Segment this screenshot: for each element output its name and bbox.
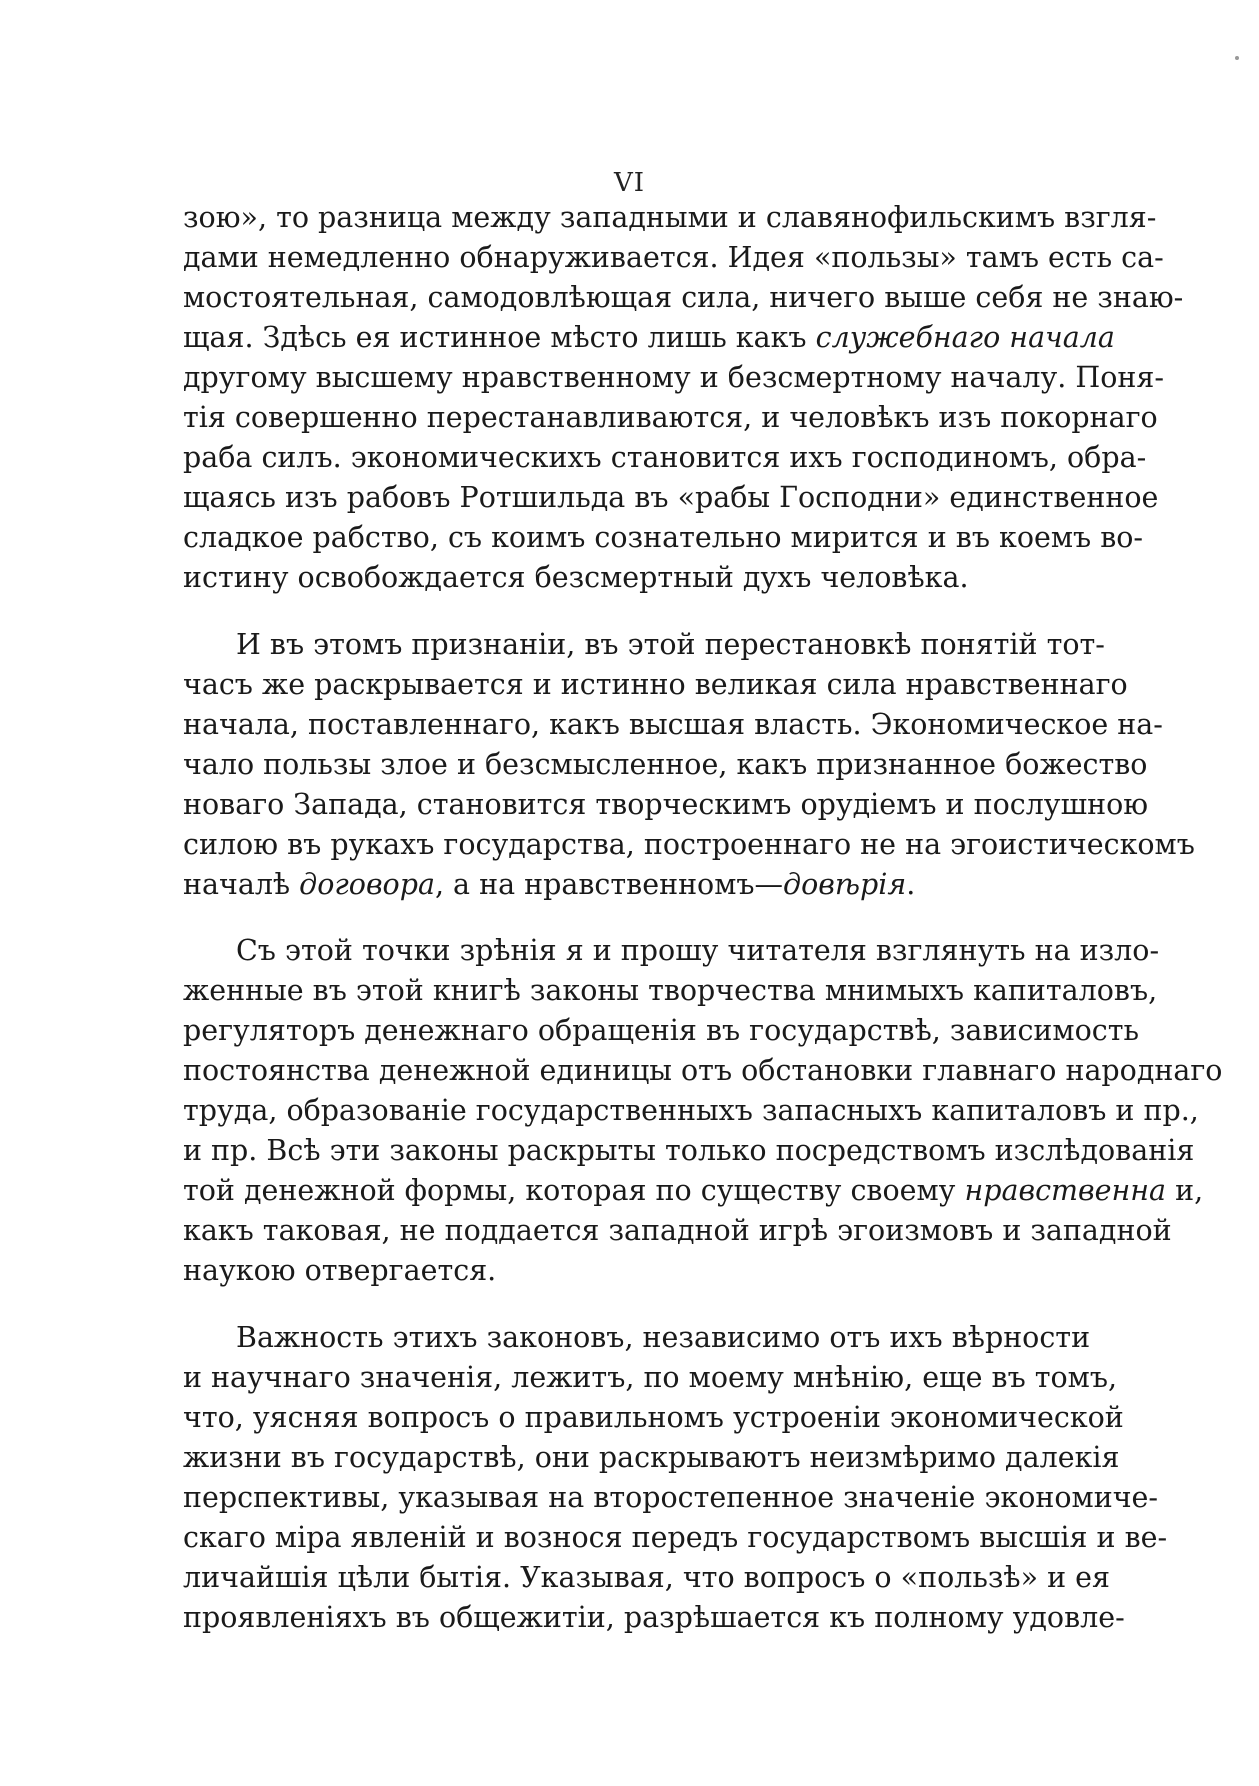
text-line: личайшія цѣли бытія. Указывая, что вопросъ о «пользѣ» и ея — [183, 1561, 1110, 1594]
text-line: зою», то разница между западными и славянофильскимъ взгля- — [183, 201, 1157, 234]
text-line: регуляторъ денежнаго обращенія въ государствѣ, зависимость — [183, 1014, 1139, 1047]
text-line: раба силъ. экономическихъ становится ихъ господиномъ, обра- — [183, 441, 1147, 474]
text-line: перспективы, указывая на второстепенное значеніе экономиче- — [183, 1481, 1159, 1514]
text-line: женные въ этой книгѣ законы творчества мнимыхъ капиталовъ, — [183, 974, 1158, 1007]
text-span: и, — [1166, 1174, 1204, 1207]
text-line: тія совершенно перестанавливаются, и человѣкъ изъ покорнаго — [183, 401, 1158, 434]
text-line: Съ этой точки зрѣнія я и прошу читателя взглянуть на изло- — [236, 934, 1160, 967]
text-span: щая. Здѣсь ея истинное мѣсто лишь какъ — [183, 321, 816, 354]
text-span: , а на нравственномъ— — [434, 868, 784, 901]
text-span: той денежной формы, которая по существу своему — [183, 1174, 965, 1207]
text-line: другому высшему нравственному и безсмертному началу. Поня- — [183, 361, 1164, 394]
text-line: жизни въ государствѣ, они раскрываютъ неизмѣримо далекія — [183, 1441, 1120, 1474]
text-line: и научнаго значенія, лежитъ, по моему мнѣнію, еще въ томъ, — [183, 1361, 1118, 1394]
text-line: чало пользы злое и безсмысленное, какъ признанное божество — [183, 748, 1148, 781]
italic-phrase: нравственна — [964, 1174, 1167, 1207]
text-line: что, уясняя вопросъ о правильномъ устроеніи экономической — [183, 1401, 1124, 1434]
text-line: силою въ рукахъ государства, построеннаго не на эгоистическомъ — [183, 828, 1195, 861]
text-line: истину освобождается безсмертный духъ человѣка. — [183, 561, 969, 594]
text-line: постоянства денежной единицы отъ обстановки главнаго народнаго — [183, 1054, 1223, 1087]
italic-phrase: служебнаго начала — [815, 321, 1115, 354]
text-line: какъ таковая, не поддается западной игрѣ эгоизмовъ и западной — [183, 1214, 1172, 1247]
text-line: мостоятельная, самодовлѣющая сила, ничего выше себя не знаю- — [183, 281, 1184, 314]
page-number: VI — [613, 168, 646, 198]
text-span: началѣ — [183, 868, 300, 901]
text-line: проявленіяхъ въ общежитіи, разрѣшается къ полному удовле- — [183, 1601, 1125, 1634]
italic-phrase: договора — [299, 868, 435, 901]
text-line: скаго міра явленій и вознося передъ государствомъ высшія и ве- — [183, 1521, 1168, 1554]
text-line: сладкое рабство, съ коимъ сознательно мирится и въ коемъ во- — [183, 521, 1144, 554]
text-line: Важность этихъ законовъ, независимо отъ ихъ вѣрности — [236, 1321, 1091, 1354]
text-line-with-italic — [183, 1170, 1204, 1212]
text-line: дами немедленно обнаруживается. Идея «пользы» тамъ есть са- — [183, 241, 1164, 274]
italic-phrase: довѣрія — [783, 868, 907, 901]
text-line: щаясь изъ рабовъ Ротшильда въ «рабы Господни» единственное — [183, 481, 1159, 514]
text-line: и пр. Всѣ эти законы раскрыты только посредствомъ изслѣдованія — [183, 1134, 1195, 1167]
text-line: начала, поставленнаго, какъ высшая власть. Экономическое на- — [183, 708, 1163, 741]
text-line: новаго Запада, становится творческимъ орудіемъ и послушною — [183, 788, 1149, 821]
text-line-with-italic — [183, 317, 1115, 359]
text-line-with-italic — [183, 864, 1053, 906]
text-line: часъ же раскрывается и истинно великая сила нравственнаго — [183, 668, 1128, 701]
text-line: наукою отвергается. — [183, 1254, 497, 1287]
text-span: . — [906, 868, 916, 901]
text-line: труда, образованіе государственныхъ запасныхъ капиталовъ и пр., — [183, 1094, 1199, 1127]
text-line: И въ этомъ признаніи, въ этой перестановкѣ понятій тот- — [236, 628, 1105, 661]
